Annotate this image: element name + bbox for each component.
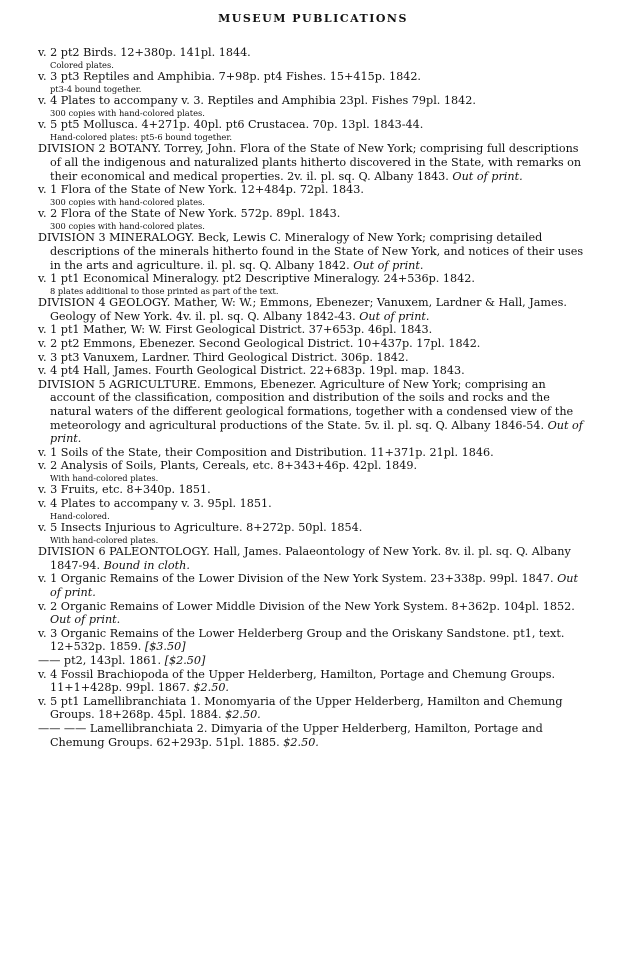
entry-text: v. 2 Analysis of Soils, Plants, Cereals, etc. 8+343+46p. 42pl. 1849. bbox=[38, 459, 418, 473]
entry-italic: Out of print. bbox=[50, 613, 121, 627]
entry-italic: Out of print. bbox=[359, 309, 430, 323]
entry-text: v. 3 Fruits, etc. 8+340p. 1851. bbox=[38, 483, 211, 497]
entry-text: v. 2 pt2 Birds. 12+380p. 141pl. 1844. bbox=[38, 46, 251, 59]
entry-text: v. 5 pt1 Lamellibranchiata 1. Monomyaria of the Upper Helderberg, Hamilton and Chemung Groups. 18+268p. 45pl. 1884. bbox=[38, 694, 563, 722]
entry-22 bbox=[38, 600, 586, 627]
entry-6 bbox=[38, 207, 586, 231]
entry-text: —— —— Lamellibranchiata 2. Dimyaria of the Upper Helderberg, Hamilton, Portage and Chemung Groups. 62+293p. 51pl. 1885. bbox=[38, 721, 543, 749]
entry-note: Hand-colored plates: pt5-6 bound together. bbox=[50, 131, 233, 142]
entry-text: v. 1 Organic Remains of the Lower Division of the New York System. 23+338p. 99pl. 1847. bbox=[38, 572, 558, 586]
entry-text: v. 2 Organic Remains of Lower Middle Division of the New York System. 8+362p. 104pl. 1852. bbox=[38, 599, 575, 613]
entry-text: v. 1 pt1 Economical Mineralogy. pt2 Descriptive Mineralogy. 24+536p. 1842. bbox=[38, 272, 475, 286]
entry-text: —— pt2, 143pl. 1861. bbox=[38, 653, 165, 667]
entry-text: v. 4 Plates to accompany v. 3. 95pl. 1851. bbox=[38, 497, 272, 511]
entry-8 bbox=[38, 272, 586, 296]
page-header: MUSEUM PUBLICATIONS bbox=[218, 12, 408, 25]
entry-25 bbox=[38, 668, 586, 695]
entry-note: Colored plates. bbox=[50, 59, 114, 70]
entry-19 bbox=[38, 521, 586, 545]
entry-text: DIVISION 6 PALEONTOLOGY. Hall, James. Palaeontology of New York. 8v. il. pl. sq. Q. Albany 1847-94. bbox=[38, 545, 571, 572]
entry-text: v. 4 Fossil Brachiopoda of the Upper Helderberg, Hamilton, Portage and Chemung Groups. 11+1+428p. 99pl. 1867. bbox=[38, 667, 556, 695]
entry-16 bbox=[38, 459, 586, 483]
entry-11 bbox=[38, 337, 586, 351]
entry-text: v. 1 Flora of the State of New York. 12+484p. 72pl. 1843. bbox=[38, 183, 364, 197]
entry-text: v. 5 pt5 Mollusca. 4+271p. 40pl. pt6 Crustacea. 70p. 13pl. 1843-44. bbox=[38, 118, 424, 132]
entry-note: 300 copies with hand-colored plates. bbox=[50, 196, 205, 207]
entry-italic: Out of print. bbox=[452, 169, 523, 183]
entry-italic: Out of print. bbox=[50, 572, 579, 599]
entry-1 bbox=[38, 70, 586, 94]
entry-14 bbox=[38, 378, 586, 446]
entry-17 bbox=[38, 483, 586, 497]
entry-18 bbox=[38, 497, 586, 521]
entry-note: With hand-colored plates. bbox=[50, 472, 159, 483]
entry-5 bbox=[38, 183, 586, 207]
entry-text: DIVISION 5 AGRICULTURE. Emmons, Ebenezer. Agriculture of New York; comprising an account of the classification, composition and distribution of the soils and rocks and the natural waters of the different geological formations, together with a condensed view of the meteorology and agricultural productions of the State. 5v. il. pl. sq. Q. Albany 1846-54. bbox=[38, 377, 574, 432]
entry-21 bbox=[38, 572, 586, 599]
entry-text: v. 2 Flora of the State of New York. 572p. 89pl. 1843. bbox=[38, 207, 341, 221]
entry-text: v. 3 pt3 Reptiles and Amphibia. 7+98p. pt4 Fishes. 15+415p. 1842. bbox=[38, 70, 421, 84]
entry-7 bbox=[38, 231, 586, 272]
entry-23 bbox=[38, 627, 586, 654]
entry-12 bbox=[38, 351, 586, 365]
entry-note: 8 plates additional to those printed as part of the text. bbox=[50, 285, 279, 296]
entry-text: DIVISION 4 GEOLOGY. Mather, W: W.; Emmons, Ebenezer; Vanuxem, Lardner & Hall, James. Geology of New York. 4v. il. pl. sq. Q. Albany 1842-43. bbox=[38, 296, 567, 323]
entry-text: v. 3 pt3 Vanuxem, Lardner. Third Geological District. 306p. 1842. bbox=[38, 350, 409, 364]
entry-text: v. 2 pt2 Emmons, Ebenezer. Second Geological District. 10+437p. 17pl. 1842. bbox=[38, 337, 481, 350]
entry-26 bbox=[38, 695, 586, 722]
entry-italic: $2.50. bbox=[193, 681, 229, 695]
entry-italic: Bound in cloth. bbox=[103, 558, 190, 572]
entry-italic: $2.50. bbox=[283, 735, 319, 749]
entry-13 bbox=[38, 364, 586, 378]
entry-italic: Out of print. bbox=[353, 258, 424, 272]
entry-text: v. 4 pt4 Hall, James. Fourth Geological District. 22+683p. 19pl. map. 1843. bbox=[38, 364, 465, 378]
publication-list bbox=[38, 46, 586, 749]
entry-24 bbox=[38, 654, 586, 668]
entry-9 bbox=[38, 296, 586, 323]
entry-20 bbox=[38, 545, 586, 572]
entry-10 bbox=[38, 323, 586, 337]
entry-note: With hand-colored plates. bbox=[50, 534, 159, 545]
entry-text: v. 1 pt1 Mather, W: W. First Geological District. 37+653p. 46pl. 1843. bbox=[38, 323, 433, 337]
entry-italic: [$2.50] bbox=[164, 653, 206, 667]
entry-text: DIVISION 2 BOTANY. Torrey, John. Flora of the State of New York; comprising full descriptions of all the indigenous and naturalized plants hitherto discovered in the State, with remarks on their economical and medical properties. 2v. il. pl. sq. Q. Albany 1843. bbox=[38, 142, 582, 183]
entry-4 bbox=[38, 142, 586, 183]
entry-text: v. 1 Soils of the State, their Composition and Distribution. 11+371p. 21pl. 1846. bbox=[38, 445, 494, 459]
entry-italic: [$3.50] bbox=[144, 640, 186, 654]
entry-text: v. 4 Plates to accompany v. 3. Reptiles and Amphibia 23pl. Fishes 79pl. 1842. bbox=[38, 94, 476, 108]
entry-note: 300 copies with hand-colored plates. bbox=[50, 220, 205, 231]
entry-italic: Out of print. bbox=[50, 418, 583, 446]
entry-note: 300 copies with hand-colored plates. bbox=[50, 107, 205, 118]
entry-text: DIVISION 3 MINERALOGY. Beck, Lewis C. Mineralogy of New York; comprising detailed descriptions of the minerals hitherto found in the State of New York, and notices of their uses in the arts and agriculture. il. pl. sq. Q. Albany 1842. bbox=[38, 231, 584, 272]
entry-note: pt3-4 bound together. bbox=[50, 83, 142, 94]
entry-italic: $2.50. bbox=[225, 708, 261, 722]
entry-0 bbox=[38, 46, 586, 70]
entry-3 bbox=[38, 118, 586, 142]
entry-27 bbox=[38, 722, 586, 749]
entry-2 bbox=[38, 94, 586, 118]
entry-text: v. 3 Organic Remains of the Lower Helderberg Group and the Oriskany Sandstone. pt1, text. 12+532p. 1859. bbox=[38, 626, 565, 654]
entry-15 bbox=[38, 446, 586, 460]
entry-note: Hand-colored. bbox=[50, 510, 110, 521]
entry-text: v. 5 Insects Injurious to Agriculture. 8+272p. 50pl. 1854. bbox=[38, 521, 363, 535]
